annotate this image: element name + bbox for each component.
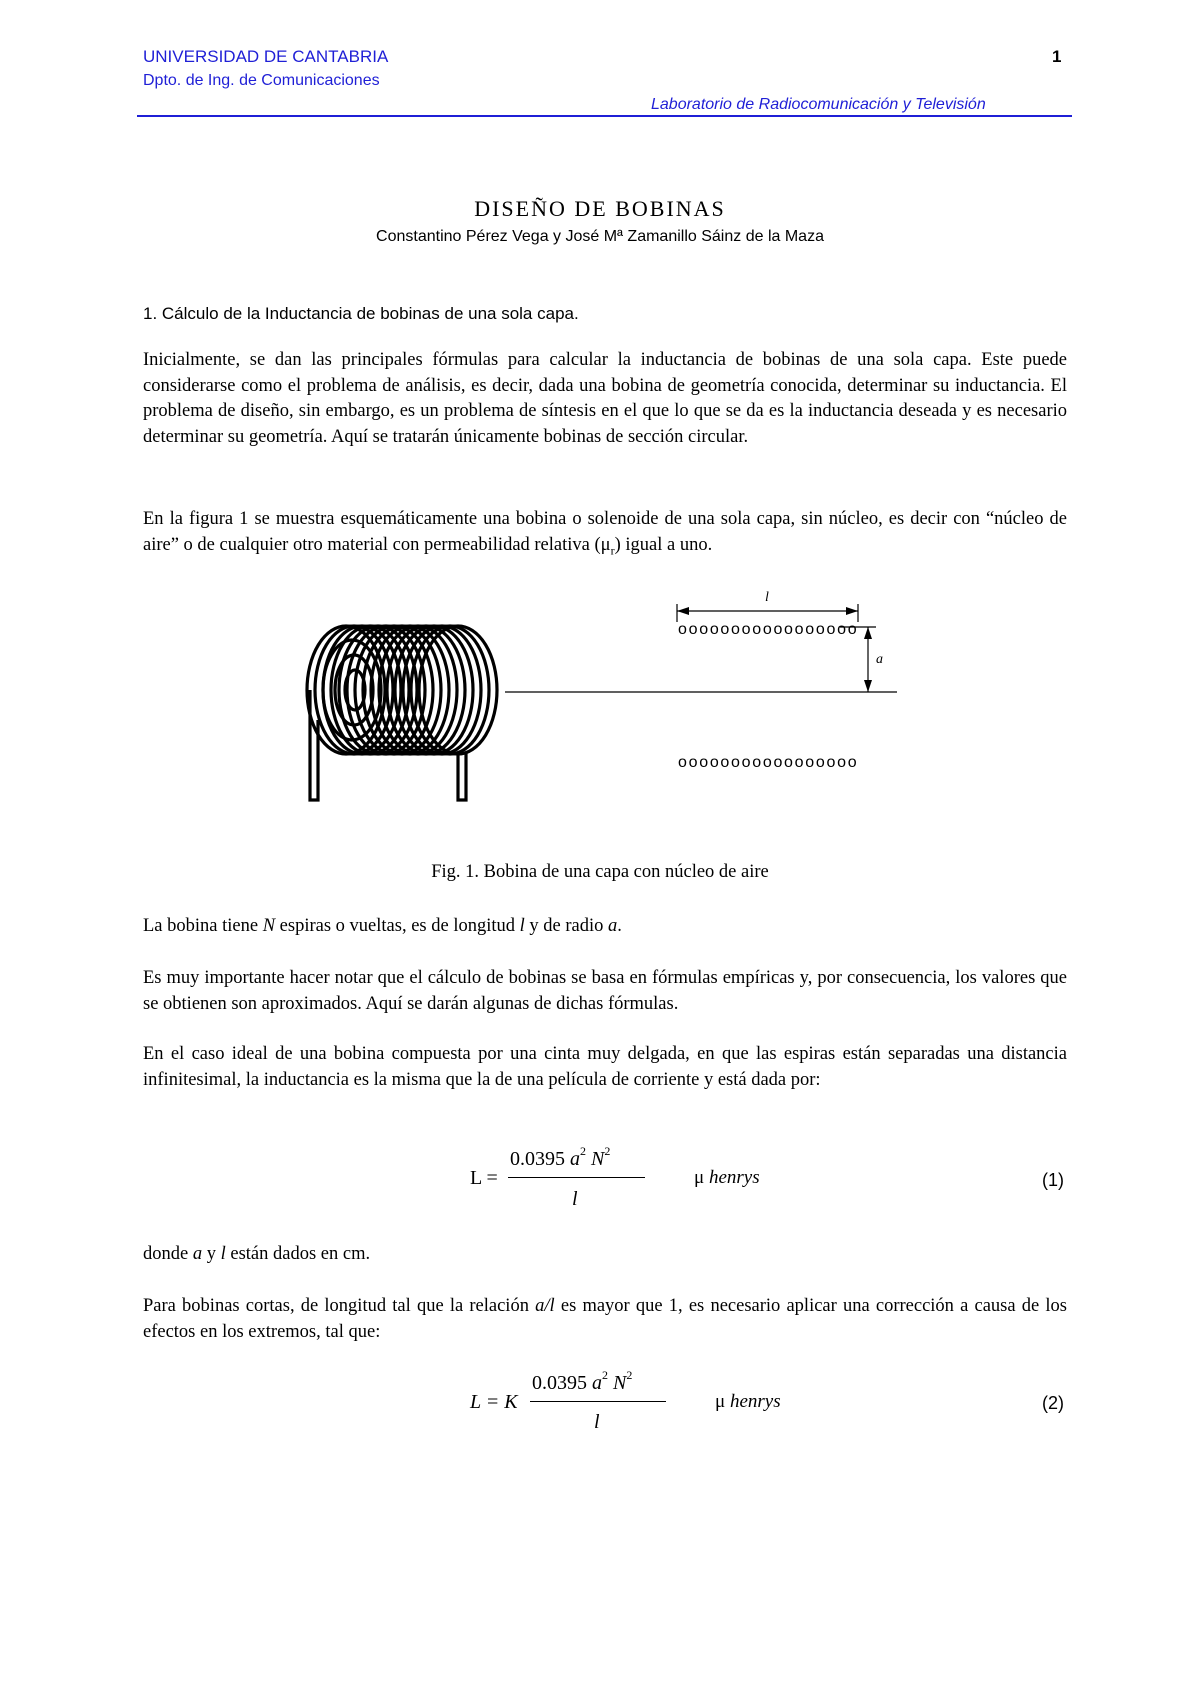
dim-a-arrow-top [864, 627, 872, 639]
paragraph-empirical: Es muy importante hacer notar que el cálculo de bobinas se basa en fórmulas empíricas y, por consecuencia, los valores que se obtienen son aproximados. Aquí se darán algunas de dichas fórmulas. [143, 968, 1067, 1014]
eq-var-a: a [592, 1372, 602, 1394]
dim-a-arrow-bottom [864, 680, 872, 692]
section-heading: 1. Cálculo de la Inductancia de bobinas de una sola capa. [143, 304, 579, 323]
coil-section-top: ooooooooooooooooo [678, 621, 856, 638]
header-department: Dpto. de Ing. de Comunicaciones [143, 72, 380, 89]
eq-var-N: N [591, 1148, 605, 1170]
paragraph-text: . [617, 916, 622, 936]
paragraph-short-coils [143, 1294, 1067, 1345]
paragraph-text: En la figura 1 se muestra esquemáticamente una bobina o solenoide de una sola capa, sin núcleo, es decir con “núcleo de aire” o de cualquier otro material con permeabilidad relativa (μ [143, 509, 1067, 555]
equation-1-denominator: l [572, 1188, 578, 1210]
eq-var-N: N [613, 1372, 627, 1394]
coil-section-bottom: ooooooooooooooooo [678, 754, 856, 771]
paragraph-text: y [202, 1244, 221, 1264]
paragraph-text: y de radio [524, 916, 608, 936]
var-N: N [262, 916, 276, 936]
dim-l-arrow-left [677, 607, 689, 615]
equation-1-lhs: L = [470, 1167, 498, 1189]
paragraph-text: están dados en cm. [225, 1244, 371, 1264]
var-l: l [220, 1244, 226, 1264]
dim-l-arrow-right [846, 607, 858, 615]
label-l: l [765, 590, 769, 605]
unit-henrys: henrys [708, 1167, 760, 1188]
equation-2-number: (2) [1042, 1393, 1064, 1413]
equation-1-unit [694, 1167, 760, 1189]
unit-henrys: henrys [729, 1391, 781, 1412]
equation-2-fraction-line [530, 1401, 666, 1402]
unit-mu: μ [715, 1391, 726, 1412]
figure-caption: Fig. 1. Bobina de una capa con núcleo de aire [431, 862, 769, 882]
subscript-r: r [610, 543, 615, 558]
paragraph-text: Para bobinas cortas, de longitud tal que la relación [143, 1296, 536, 1316]
equation-1-number: (1) [1042, 1170, 1064, 1190]
page-number: 1 [1052, 47, 1062, 66]
header-laboratory: Laboratorio de Radiocomunicación y Televisión [651, 96, 986, 113]
equation-1-numerator [510, 1144, 611, 1171]
equation-2-unit [715, 1391, 781, 1413]
var-a: a [608, 916, 618, 936]
paragraph-text: espiras o vueltas, es de longitud [275, 916, 520, 936]
equation-2-denominator: l [594, 1411, 600, 1433]
paragraph-text: La bobina tiene [143, 916, 263, 936]
equation-1-fraction-line [508, 1177, 645, 1178]
document-authors: Constantino Pérez Vega y José Mª Zamanillo Sáinz de la Maza [376, 228, 824, 245]
eq-exp: 2 [626, 1368, 633, 1382]
eq-exp: 2 [602, 1368, 608, 1382]
paragraph-intro: Inicialmente, se dan las principales fórmulas para calcular la inductancia de bobinas de una sola capa. Este puede considerarse como el problema de análisis, es decir, dada una bobina de geometría conocida, determinar su inductancia. El problema de diseño, sin embargo, es un problema de síntesis en el que lo que se da es la inductancia deseada y es necesario determinar su geometría. Aquí se tratarán únicamente bobinas de sección circular. [143, 350, 1067, 447]
paragraph-coil-params [143, 914, 1067, 940]
equation-2-numerator [532, 1368, 633, 1395]
paragraph-text: ) igual a uno. [614, 534, 713, 555]
paragraph-text: donde [143, 1244, 193, 1264]
eq-coefficient: 0.0395 [510, 1148, 565, 1170]
var-l: l [519, 916, 525, 936]
var-a: a [192, 1244, 203, 1264]
eq-exp: 2 [604, 1144, 611, 1158]
coil-lead-right [458, 752, 466, 800]
header-university: UNIVERSIDAD DE CANTABRIA [143, 47, 389, 66]
paragraph-text: es mayor que 1, es necesario aplicar una corrección a causa de los efectos en los extremos, tal que: [143, 1296, 1068, 1342]
document-title: DISEÑO DE BOBINAS [474, 196, 726, 221]
eq-coefficient: 0.0395 [532, 1372, 587, 1394]
eq-exp: 2 [580, 1144, 586, 1158]
paragraph-ideal-case: En el caso ideal de una bobina compuesta por una cinta muy delgada, en que las espiras están separadas una distancia infinitesimal, la inductancia es la misma que la de una película de corriente y está dada por: [143, 1044, 1067, 1090]
var-ratio: a/l [535, 1296, 555, 1316]
label-a: a [876, 652, 883, 667]
unit-mu: μ [694, 1167, 705, 1188]
eq-var-a: a [570, 1148, 580, 1170]
paragraph-units [143, 1242, 1067, 1268]
equation-2-lhs: L = K [470, 1391, 518, 1413]
